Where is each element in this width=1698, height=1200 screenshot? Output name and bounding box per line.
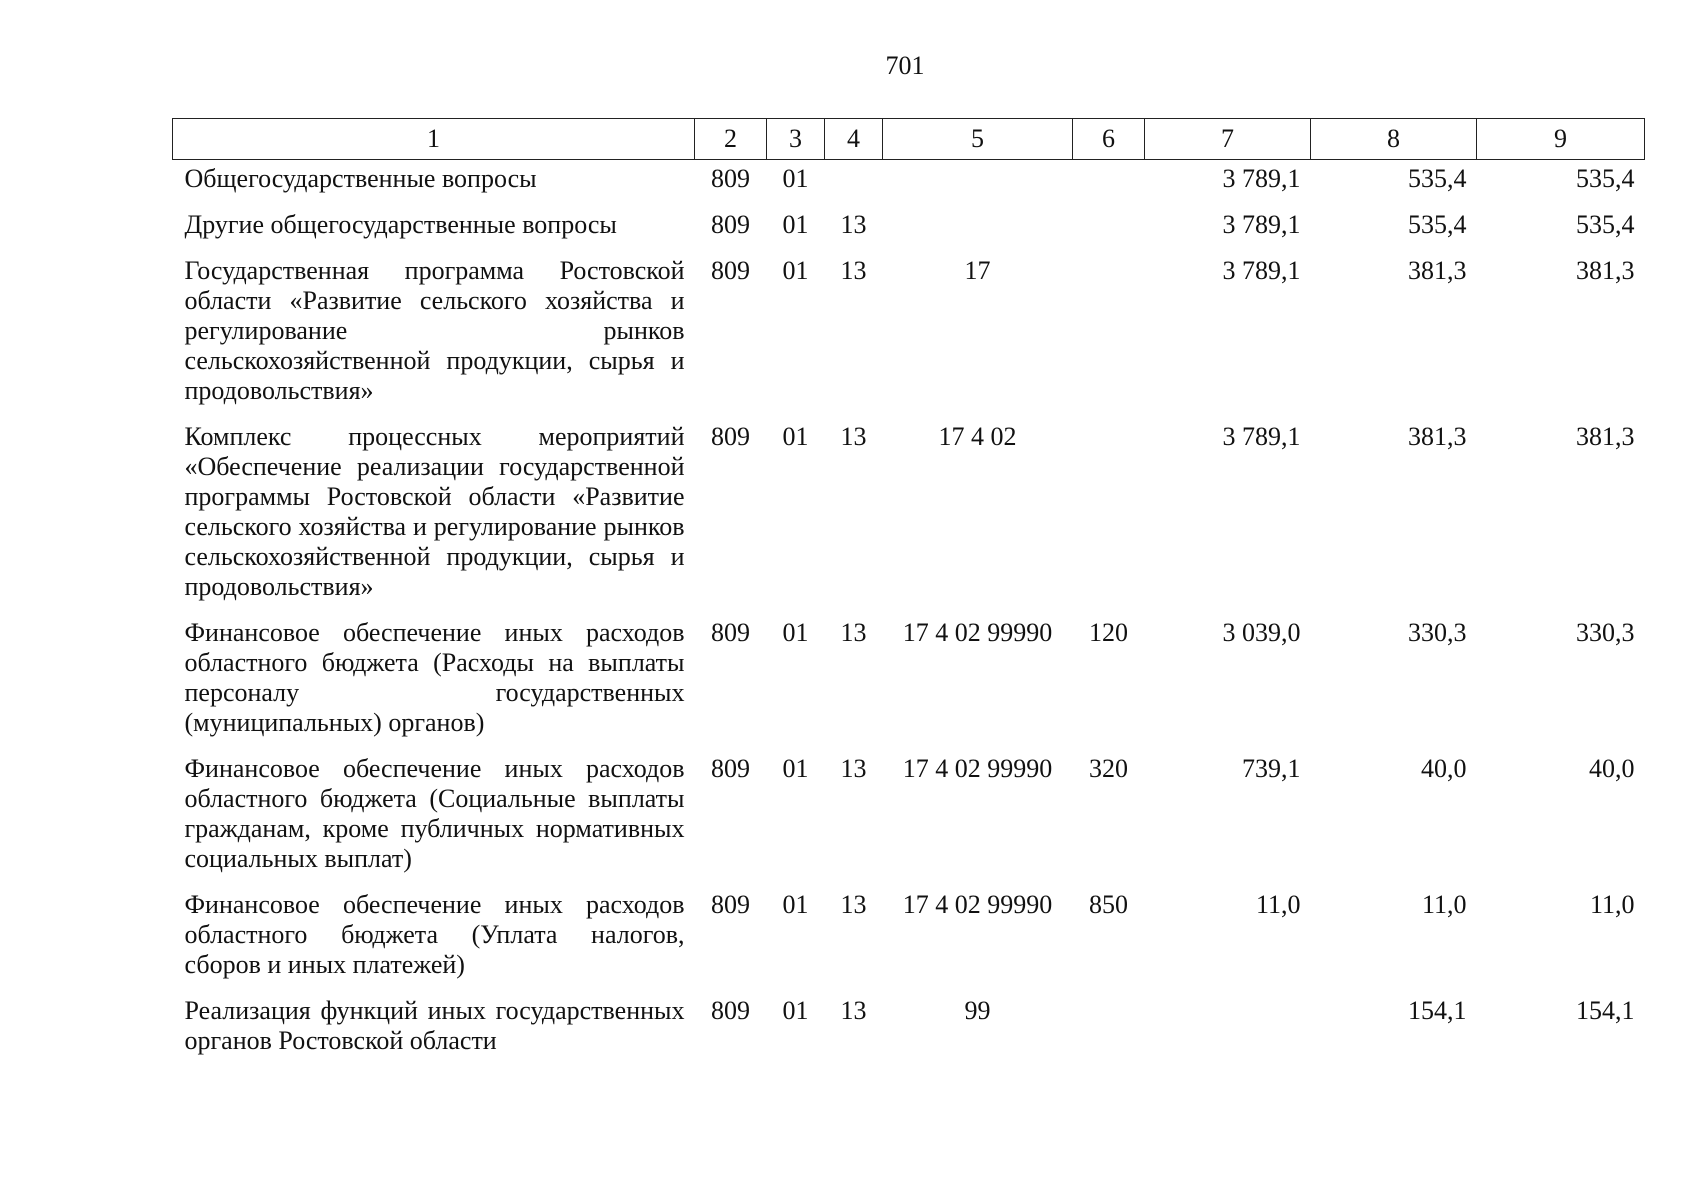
page-number: 701 (885, 51, 925, 80)
cell-col6 (1073, 160, 1145, 207)
cell-col4: 13 (840, 256, 867, 285)
row-name: Государственная программа Ростовской области «Развитие сельского хозяйства и регулирование рынков сельскохозяйственной продукции, сырья и продовольствия» (184, 256, 685, 405)
cell-col8: 11,0 (1421, 890, 1467, 919)
cell-col7: 3 789,1 (1222, 422, 1301, 451)
cell-col6 (1073, 992, 1145, 1068)
cell-col6: 850 (1089, 890, 1128, 919)
cell-col3: 01 (782, 164, 809, 193)
row-name: Финансовое обеспечение иных расходов областного бюджета (Расходы на выплаты персоналу государственных (муниципальных) органов) (184, 618, 685, 737)
column-header: 8 (1311, 119, 1477, 160)
column-header: 9 (1477, 119, 1645, 160)
cell-col5: 17 4 02 99990 (902, 754, 1053, 783)
cell-col3: 01 (782, 256, 809, 285)
cell-col2: 809 (711, 422, 750, 451)
cell-col2: 809 (711, 754, 750, 783)
table-row (173, 418, 1645, 614)
cell-col8: 535,4 (1408, 210, 1467, 239)
cell-col3: 01 (782, 422, 809, 451)
row-name: Финансовое обеспечение иных расходов областного бюджета (Социальные выплаты гражданам, кроме публичных нормативных социальных выплат) (184, 754, 685, 873)
row-name: Комплекс процессных мероприятий «Обеспечение реализации государственной программы Ростовской области «Развитие сельского хозяйства и регулирование рынков сельскохозяйственной продукции, сырья и продовольствия» (184, 422, 685, 601)
table-row (173, 992, 1645, 1068)
cell-col2: 809 (711, 164, 750, 193)
cell-col5 (883, 160, 1073, 207)
cell-col2: 809 (711, 618, 750, 647)
column-header: 5 (883, 119, 1073, 160)
cell-col4: 13 (840, 210, 867, 239)
cell-col5 (883, 206, 1073, 252)
cell-col8: 381,3 (1408, 422, 1467, 451)
cell-col8: 330,3 (1408, 618, 1467, 647)
cell-col9: 381,3 (1576, 256, 1635, 285)
cell-col2: 809 (711, 210, 750, 239)
cell-col6 (1073, 206, 1145, 252)
cell-col7: 3 789,1 (1222, 210, 1301, 239)
cell-col6: 120 (1089, 618, 1128, 647)
cell-col5: 17 4 02 99990 (902, 618, 1053, 647)
column-header: 2 (695, 119, 767, 160)
column-header: 1 (173, 119, 695, 160)
cell-col2: 809 (711, 996, 750, 1025)
row-name: Другие общегосударственные вопросы (184, 210, 617, 239)
column-header: 7 (1145, 119, 1311, 160)
cell-col5: 17 4 02 (938, 422, 1017, 451)
row-name: Финансовое обеспечение иных расходов областного бюджета (Уплата налогов, сборов и иных платежей) (184, 890, 685, 979)
cell-col3: 01 (782, 890, 809, 919)
cell-col9: 535,4 (1576, 210, 1635, 239)
cell-col7: 3 789,1 (1222, 256, 1301, 285)
cell-col6: 320 (1089, 754, 1128, 783)
cell-col6 (1073, 252, 1145, 418)
cell-col3: 01 (782, 618, 809, 647)
cell-col7: 3 039,0 (1222, 618, 1301, 647)
row-name: Общегосударственные вопросы (184, 164, 537, 193)
cell-col9: 381,3 (1576, 422, 1635, 451)
column-header: 3 (767, 119, 825, 160)
cell-col8: 535,4 (1408, 164, 1467, 193)
cell-col8: 381,3 (1408, 256, 1467, 285)
cell-col7: 739,1 (1242, 754, 1301, 783)
cell-col5: 99 (964, 996, 991, 1025)
cell-col9: 535,4 (1576, 164, 1635, 193)
cell-col9: 40,0 (1589, 754, 1635, 783)
cell-col4: 13 (840, 618, 867, 647)
cell-col9: 330,3 (1576, 618, 1635, 647)
table-row (173, 614, 1645, 750)
table-row (173, 886, 1645, 992)
cell-col2: 809 (711, 256, 750, 285)
budget-table (172, 118, 1645, 1068)
cell-col6 (1073, 418, 1145, 614)
cell-col4: 13 (840, 422, 867, 451)
column-header: 4 (825, 119, 883, 160)
cell-col4: 13 (840, 996, 867, 1025)
cell-col3: 01 (782, 210, 809, 239)
table-row (173, 750, 1645, 886)
cell-col7 (1145, 992, 1311, 1068)
table-row (173, 206, 1645, 252)
header-row (173, 119, 1645, 160)
cell-col4: 13 (840, 890, 867, 919)
table-row (173, 160, 1645, 207)
cell-col5: 17 (964, 256, 991, 285)
cell-col3: 01 (782, 996, 809, 1025)
cell-col4 (825, 160, 883, 207)
row-name: Реализация функций иных государственных органов Ростовской области (184, 996, 685, 1055)
cell-col7: 11,0 (1255, 890, 1301, 919)
cell-col8: 40,0 (1421, 754, 1467, 783)
cell-col3: 01 (782, 754, 809, 783)
cell-col2: 809 (711, 890, 750, 919)
cell-col9: 11,0 (1589, 890, 1635, 919)
cell-col7: 3 789,1 (1222, 164, 1301, 193)
column-header: 6 (1073, 119, 1145, 160)
cell-col4: 13 (840, 754, 867, 783)
cell-col8: 154,1 (1408, 996, 1467, 1025)
table-row (173, 252, 1645, 418)
cell-col9: 154,1 (1576, 996, 1635, 1025)
cell-col5: 17 4 02 99990 (902, 890, 1053, 919)
